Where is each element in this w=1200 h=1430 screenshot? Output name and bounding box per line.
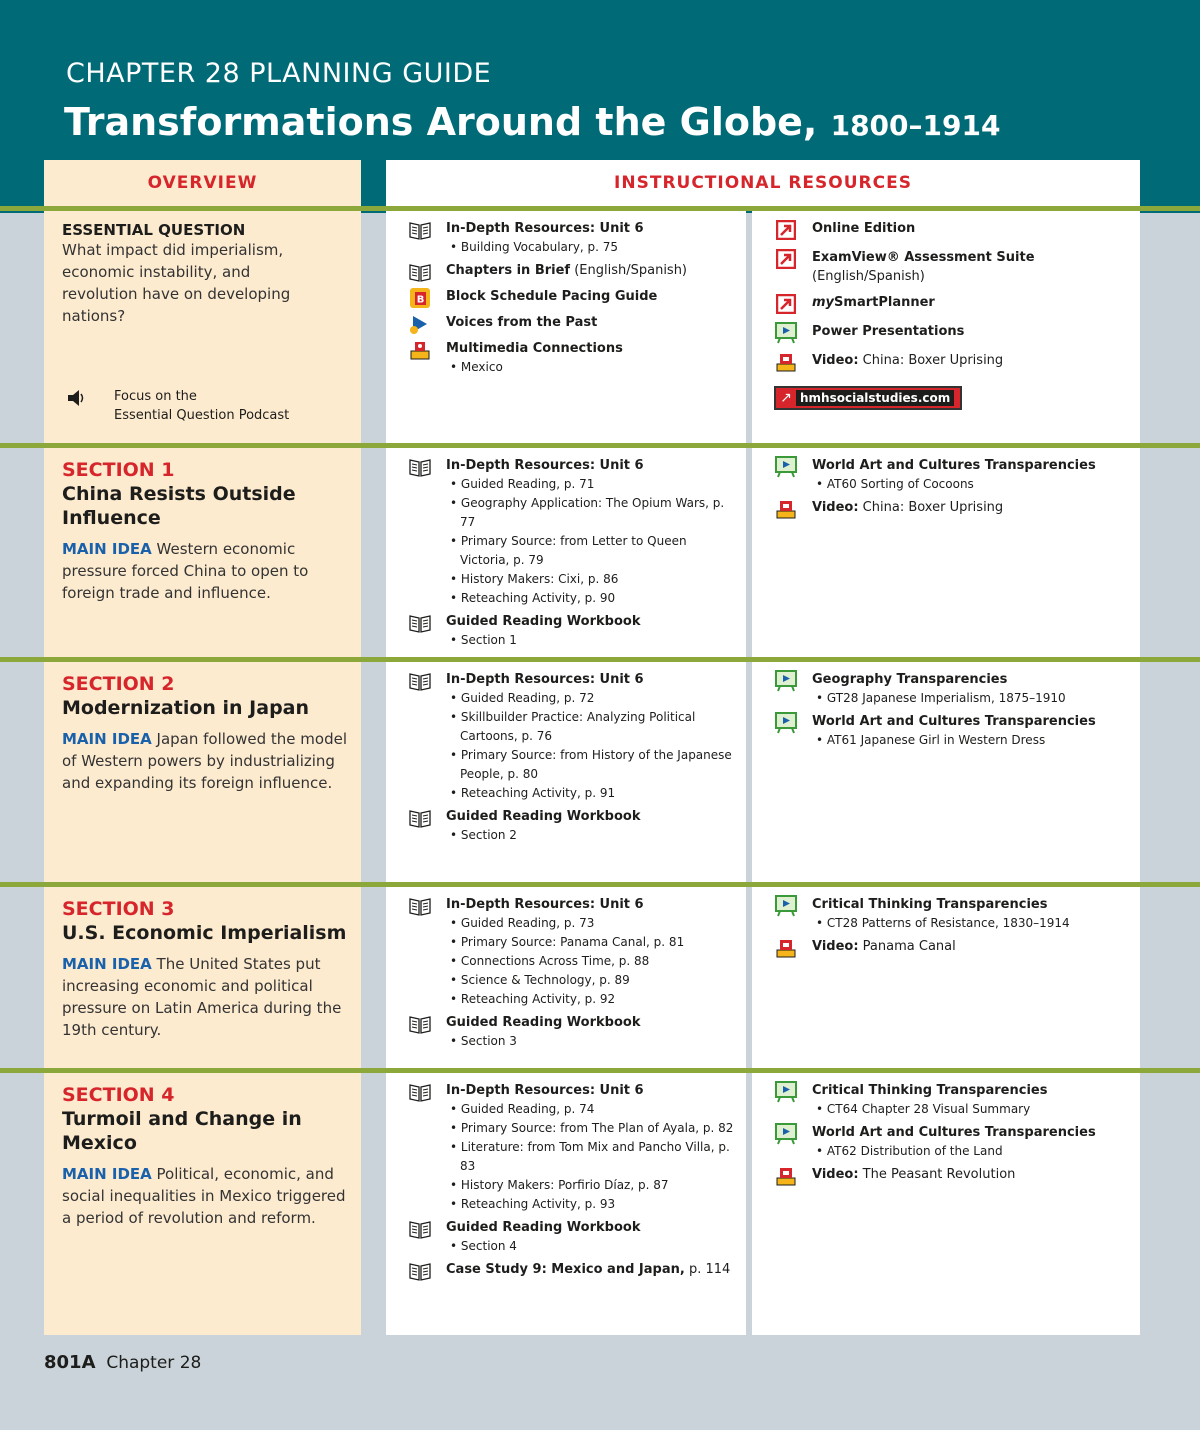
essential-question-text: What impact did imperialism, economic instability, and revolution have on developing nations? — [62, 241, 291, 325]
resource-subitem: • Reteaching Activity, p. 90 — [446, 589, 738, 608]
resource-item — [774, 456, 1132, 494]
main-idea-text: Japan followed the model of Western powers by industrializing and expanding its foreign influence. — [62, 730, 348, 792]
podcast-line1: Focus on the — [114, 389, 197, 404]
resource-subitem: • AT62 Distribution of the Land — [812, 1142, 1096, 1161]
arrow-icon: ↗ — [776, 388, 796, 408]
section-label: SECTION 1 — [62, 459, 175, 481]
speaker-icon — [64, 387, 88, 409]
transparency-icon — [774, 456, 798, 478]
resource-title-text: Chapters in Brief — [446, 263, 571, 278]
resource-item — [408, 895, 738, 1009]
resources-column-header: INSTRUCTIONAL RESOURCES — [386, 160, 1140, 206]
chapter-kicker: CHAPTER 28 PLANNING GUIDE — [66, 58, 492, 89]
resource-item — [774, 712, 1132, 750]
book-icon — [408, 261, 432, 283]
resource-title-text: In-Depth Resources: Unit 6 — [446, 221, 644, 236]
resource-subitem: • Guided Reading, p. 74 — [446, 1100, 738, 1119]
resource-title — [812, 322, 964, 341]
resource-title — [812, 1165, 1015, 1184]
resource-item — [408, 287, 738, 309]
resource-subitem: • Science & Technology, p. 89 — [446, 971, 684, 990]
resource-title-text: In-Depth Resources: Unit 6 — [446, 672, 644, 687]
title-text: Transformations Around the Globe, — [64, 100, 818, 144]
resource-item — [774, 219, 1132, 241]
resource-subitem: • Building Vocabulary, p. 75 — [446, 238, 644, 257]
resource-title-text: Video: — [812, 353, 859, 368]
resource-subitem: • Connections Across Time, p. 88 — [446, 952, 684, 971]
transparency-icon — [774, 1123, 798, 1145]
resource-title — [812, 895, 1070, 914]
podcast-line2: Essential Question Podcast — [114, 408, 290, 423]
resource-title — [446, 807, 640, 826]
resource-item — [774, 937, 1132, 959]
resource-subitem: • Reteaching Activity, p. 93 — [446, 1195, 738, 1214]
resource-title-text: Video: — [812, 1167, 859, 1182]
resource-subitem: • Guided Reading, p. 71 — [446, 475, 738, 494]
resource-item — [408, 261, 738, 283]
book-icon — [408, 612, 432, 634]
resource-title — [812, 219, 915, 238]
resource-title-text: Video: — [812, 500, 859, 515]
resource-subitem: • Geography Application: The Opium Wars, p. 77 — [446, 494, 738, 532]
section-2-overview — [44, 662, 361, 882]
resource-subitem: • GT28 Japanese Imperialism, 1875–1910 — [812, 689, 1066, 708]
book-icon — [408, 219, 432, 241]
resource-title — [446, 313, 597, 332]
section-label: SECTION 4 — [62, 1084, 175, 1106]
resource-subitem: • CT28 Patterns of Resistance, 1830–1914 — [812, 914, 1070, 933]
section-title: Mexico — [62, 1132, 137, 1154]
section-3-tech-resources — [752, 887, 1140, 1068]
resource-subitem: • History Makers: Porfirio Díaz, p. 87 — [446, 1176, 738, 1195]
resource-item — [774, 293, 1132, 315]
resource-subitem: • Section 1 — [446, 631, 640, 650]
resource-title — [446, 339, 623, 358]
resource-title-text: Online Edition — [812, 221, 916, 236]
resource-title — [812, 498, 1003, 517]
svg-text:B: B — [416, 294, 425, 306]
resource-subitem: • Reteaching Activity, p. 91 — [446, 784, 738, 803]
main-idea-label: MAIN IDEA — [62, 730, 152, 748]
resource-title — [446, 895, 684, 914]
section-4-print-resources — [386, 1073, 746, 1335]
video-icon — [774, 498, 798, 520]
section-title: Turmoil and Change in — [62, 1108, 302, 1130]
resource-title-prefix: my — [812, 295, 835, 310]
resource-item — [408, 612, 738, 650]
resource-title — [812, 937, 956, 956]
resource-subitem: • Primary Source: Panama Canal, p. 81 — [446, 933, 684, 952]
resource-title — [812, 456, 1096, 475]
resource-title-suffix: p. 114 — [684, 1262, 731, 1277]
transparency-icon — [774, 895, 798, 917]
resource-item — [408, 339, 738, 377]
section-4-tech-resources — [752, 1073, 1140, 1335]
resource-title — [446, 1013, 640, 1032]
section-title: Modernization in Japan — [62, 697, 310, 719]
resource-title-text: Video: — [812, 939, 859, 954]
overview-column-header: OVERVIEW — [44, 160, 361, 206]
resource-subitem: • CT64 Chapter 28 Visual Summary — [812, 1100, 1047, 1119]
resource-title — [446, 670, 738, 689]
resource-title — [812, 1081, 1047, 1100]
resource-subitem: • Reteaching Activity, p. 92 — [446, 990, 684, 1009]
main-idea — [62, 1163, 351, 1229]
podcast-link[interactable] — [64, 387, 289, 425]
website-url: hmhsocialstudies.com — [796, 390, 954, 406]
resource-title — [812, 293, 935, 312]
section-label: SECTION 3 — [62, 898, 175, 920]
section-1-print-resources — [386, 448, 746, 657]
resource-title — [446, 1260, 730, 1279]
main-idea-text: Western economic pressure forced China to open to foreign trade and influence. — [62, 540, 309, 602]
video-icon — [774, 937, 798, 959]
resource-item — [408, 219, 738, 257]
resource-title-text: Guided Reading Workbook — [446, 1220, 641, 1235]
resource-title-text: World Art and Cultures Transparencies — [812, 458, 1096, 473]
resource-title-suffix: Panama Canal — [858, 939, 956, 954]
resource-title-text: Guided Reading Workbook — [446, 809, 641, 824]
voices-icon — [408, 313, 432, 335]
resource-subitem: • Primary Source: from History of the Japanese People, p. 80 — [446, 746, 738, 784]
section-1-overview — [44, 448, 361, 657]
resource-item — [408, 670, 738, 803]
section-2-print-resources — [386, 662, 746, 882]
resource-subitem: • AT61 Japanese Girl in Western Dress — [812, 731, 1096, 750]
resource-title-text: Voices from the Past — [446, 315, 598, 330]
overview-cell — [44, 211, 361, 443]
resource-title — [812, 248, 1132, 286]
resource-title — [812, 351, 1003, 370]
page-title — [64, 100, 1000, 144]
section-2-tech-resources — [752, 662, 1140, 882]
resource-title-text: Case Study 9: Mexico and Japan, — [446, 1262, 685, 1277]
resource-title-text: Critical Thinking Transparencies — [812, 897, 1048, 912]
resource-item — [408, 456, 738, 608]
transparency-icon — [774, 322, 798, 344]
resource-subitem: • Section 2 — [446, 826, 640, 845]
transparency-icon — [774, 670, 798, 692]
book-icon — [408, 1218, 432, 1240]
resource-title-suffix: (English/Spanish) — [812, 269, 925, 284]
resource-item — [408, 313, 738, 335]
overview-resources-tech — [752, 211, 1140, 443]
title-years: 1800–1914 — [830, 109, 1001, 142]
overview-resources-print — [386, 211, 746, 443]
resource-title-text: Critical Thinking Transparencies — [812, 1083, 1048, 1098]
resource-subitem: • Mexico — [446, 358, 623, 377]
resource-subitem: • Guided Reading, p. 72 — [446, 689, 738, 708]
resource-title — [446, 287, 657, 306]
book-icon — [408, 1260, 432, 1282]
resource-item — [774, 498, 1132, 520]
resource-title-text: Guided Reading Workbook — [446, 1015, 641, 1030]
main-idea-text: The United States put increasing economic and political pressure on Latin America during the 19th century. — [62, 955, 342, 1039]
resource-title-text: World Art and Cultures Transparencies — [812, 1125, 1096, 1140]
section-title: Influence — [62, 507, 161, 529]
transparency-icon — [774, 712, 798, 734]
resource-title — [446, 1081, 738, 1100]
resource-subitem: • Primary Source: from Letter to Queen Victoria, p. 79 — [446, 532, 738, 570]
resource-item — [774, 248, 1132, 286]
resource-subitem: • Section 4 — [446, 1237, 640, 1256]
section-4-overview — [44, 1073, 361, 1335]
resource-item — [774, 895, 1132, 933]
book-icon — [408, 1081, 432, 1103]
resource-title — [446, 261, 687, 280]
section-3-print-resources — [386, 887, 746, 1068]
resource-item — [774, 1081, 1132, 1119]
resource-item — [408, 1013, 738, 1051]
section-3-overview — [44, 887, 361, 1068]
resource-title-text: SmartPlanner — [834, 295, 935, 310]
resource-title — [812, 1123, 1096, 1142]
main-idea-label: MAIN IDEA — [62, 955, 152, 973]
main-idea — [62, 953, 351, 1041]
resource-title-text: Block Schedule Pacing Guide — [446, 289, 658, 304]
section-title: China Resists Outside — [62, 483, 296, 505]
page-number: 801A — [44, 1352, 96, 1373]
resource-item — [774, 322, 1132, 344]
resource-subitem: • History Makers: Cixi, p. 86 — [446, 570, 738, 589]
resource-item — [408, 1081, 738, 1214]
resource-title — [446, 1218, 640, 1237]
video-icon — [774, 1165, 798, 1187]
resource-subitem: • AT60 Sorting of Cocoons — [812, 475, 1096, 494]
resource-item — [774, 670, 1132, 708]
resource-title-text: In-Depth Resources: Unit 6 — [446, 897, 644, 912]
resource-title-text: Guided Reading Workbook — [446, 614, 641, 629]
book-icon — [408, 456, 432, 478]
resource-title-text: ExamView® Assessment Suite — [812, 250, 1035, 265]
resource-subitem: • Primary Source: from The Plan of Ayala, p. 82 — [446, 1119, 738, 1138]
resource-title — [446, 456, 738, 475]
resource-item — [774, 1123, 1132, 1161]
block-schedule-icon — [408, 287, 432, 309]
multimedia-icon — [408, 339, 432, 361]
book-icon — [408, 807, 432, 829]
resource-title — [812, 670, 1066, 689]
resource-item — [408, 1218, 738, 1256]
resource-title-suffix: (English/Spanish) — [570, 263, 688, 278]
resource-title-suffix: China: Boxer Uprising — [858, 500, 1004, 515]
book-icon — [408, 895, 432, 917]
section-1-tech-resources — [752, 448, 1140, 657]
essential-question-label: ESSENTIAL QUESTION — [62, 221, 246, 239]
transparency-icon — [774, 1081, 798, 1103]
footer-chapter: Chapter 28 — [106, 1353, 202, 1373]
book-icon — [408, 1013, 432, 1035]
main-idea-label: MAIN IDEA — [62, 540, 152, 558]
resource-subitem: • Skillbuilder Practice: Analyzing Political Cartoons, p. 76 — [446, 708, 738, 746]
resource-subitem: • Literature: from Tom Mix and Pancho Villa, p. 83 — [446, 1138, 738, 1176]
section-label: SECTION 2 — [62, 673, 175, 695]
resource-title-suffix: The Peasant Revolution — [858, 1167, 1016, 1182]
online-icon — [774, 219, 798, 241]
resource-subitem: • Guided Reading, p. 73 — [446, 914, 684, 933]
resource-title-text: Geography Transparencies — [812, 672, 1008, 687]
resource-item — [774, 1165, 1132, 1187]
resource-item — [408, 1260, 738, 1282]
book-icon — [408, 670, 432, 692]
resource-title-text: World Art and Cultures Transparencies — [812, 714, 1096, 729]
main-idea-text: Political, economic, and social inequalities in Mexico triggered a period of revolution and reform. — [62, 1165, 346, 1227]
resource-subitem: • Section 3 — [446, 1032, 640, 1051]
page-footer — [44, 1352, 201, 1373]
resource-title-suffix: China: Boxer Uprising — [858, 353, 1004, 368]
resource-title-text: In-Depth Resources: Unit 6 — [446, 458, 644, 473]
resource-title — [446, 219, 644, 238]
resource-item — [774, 351, 1132, 373]
resource-title-text: Power Presentations — [812, 324, 965, 339]
main-idea — [62, 728, 351, 794]
main-idea — [62, 538, 351, 604]
resource-title-text: In-Depth Resources: Unit 6 — [446, 1083, 644, 1098]
resource-item — [408, 807, 738, 845]
main-idea-label: MAIN IDEA — [62, 1165, 152, 1183]
section-title: U.S. Economic Imperialism — [62, 922, 347, 944]
online-icon — [774, 293, 798, 315]
resource-title-text: Multimedia Connections — [446, 341, 623, 356]
website-link[interactable] — [774, 386, 962, 410]
online-icon — [774, 248, 798, 270]
resource-title — [812, 712, 1096, 731]
resource-title — [446, 612, 640, 631]
video-icon — [774, 351, 798, 373]
